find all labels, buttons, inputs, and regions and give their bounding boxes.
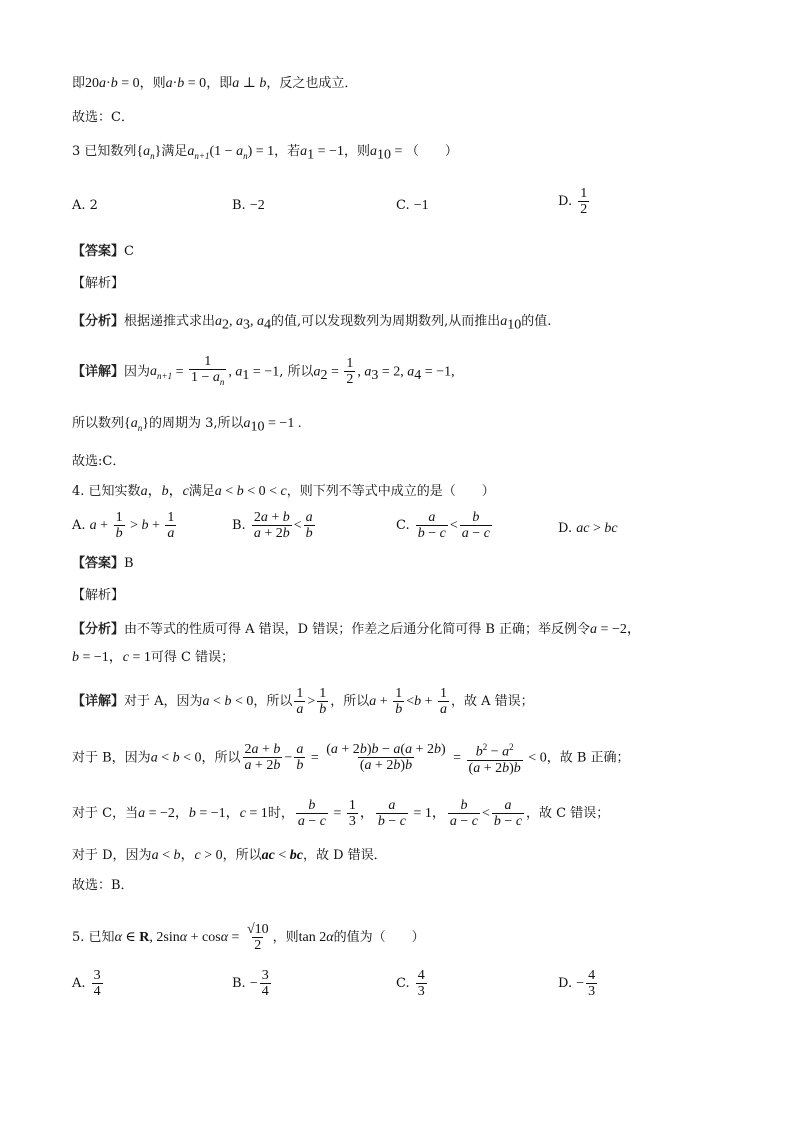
option-label: C. [396, 198, 410, 213]
fraction: $\frac{b}{a - c}$ [449, 798, 479, 829]
text: 已知 [88, 930, 115, 945]
fraction: $\frac{1}{b}$ [395, 686, 403, 717]
question-5-stem: 5. 已知α ∈ R, 2sinα + cosα = $\frac{√10}{2}$ ，则tan 2α的值为（ ） [72, 922, 425, 953]
text: ，所以 [201, 750, 241, 766]
text: ，反之也成立． [266, 76, 358, 91]
text: ，所以 [222, 848, 262, 863]
question-3-stem: 3 已知数列$\{a_n\}$满足$a_{n+1}(1 - a_n) = 1$，若$a_1 = -1$，则$a_{10}$ = （ ） [72, 144, 458, 163]
fraction: $\frac{1}{1 - a_n}$ [189, 354, 226, 390]
option-value: −2 [249, 198, 265, 213]
text: 已知数列 [84, 144, 137, 159]
text: ，故 B 正确； [546, 750, 630, 766]
text: 由不等式的性质可得 A 错误，D 错误；作差之后通分化简可得 B 正确；举反例令 [124, 622, 591, 637]
fraction: $\frac{b}{a - c}$ [297, 798, 326, 829]
question-number: 4. [72, 484, 85, 499]
question-number: 5. [72, 930, 85, 945]
text: 时， [267, 806, 294, 821]
q3-answer [72, 242, 134, 262]
option-label: D. [558, 194, 573, 209]
q5-option-c [396, 968, 429, 999]
answer-value: C [124, 244, 134, 259]
fraction: $\frac{b}{a - c}$ [461, 510, 490, 541]
text: 因为 [124, 364, 151, 380]
fraction: $\frac{a}{b - c}$ [377, 798, 406, 829]
text: ，若 [274, 144, 301, 159]
q3-detail: 【详解】因为$a_{n+1}$ = $\frac{1}{1 - a_n}$ , $a_1 = -1$, 所以$a_2$ = $\frac{1}{2}$ , $a_3 = 2$, $a_4 = -1$, [72, 354, 455, 390]
fraction: $\frac{(a + 2b)b - a(a + 2b)}{(a + 2b)b}$ [326, 742, 446, 774]
fraction: $\frac{4}{3}$ [417, 968, 425, 999]
fraction: $\frac{3}{4}$ [261, 968, 269, 999]
text: ，则下列不等式中成立的是（ ） [286, 484, 495, 499]
text: ，则 [343, 144, 370, 159]
q5-option-b: B. − $\frac{3}{4}$ [232, 968, 269, 999]
q4-detail-a: 【详解】对于 A，因为a < b < 0，所以 $\frac{1}{a}$ > $\frac{1}{b}$ ，所以a + $\frac{1}{b}$ <b + $\frac{1}{a}$ ，故 A 错误； [72, 686, 534, 717]
fraction: $\frac{a}{b}$ [305, 510, 313, 541]
text: ，则 [139, 76, 166, 91]
option-label: B. [232, 198, 246, 213]
q4-fenxi-line-1: 【分析】由不等式的性质可得 A 错误，D 错误；作差之后通分化简可得 B 正确；举反例令a = −2， [72, 622, 641, 637]
fraction: $\frac{1}{a}$ [296, 686, 304, 717]
fraction: $\frac{√10}{2}$ [246, 922, 269, 953]
q3-conclusion: 故选:C． [72, 454, 126, 469]
fenxi-tag: 【分析】 [72, 622, 125, 637]
q3-option-b [232, 196, 265, 216]
text: （ ） [405, 144, 458, 159]
q4-detail-b: 对于 B，因为a < b < 0，所以 $\frac{2a + b}{a + 2b}$ − $\frac{a}{b}$ = $\frac{(a + 2b)b - a(a + 2b)}{(a + 2b)b}$ = $\frac{b^2 - a^2}{(a + 2b)b}$ < 0，故 B 正确； [72, 742, 630, 776]
q3-analysis-tag: 【解析】 [72, 276, 125, 291]
question-number: 3 [72, 144, 81, 159]
q3-option-c [396, 196, 429, 216]
option-label: A. [72, 976, 86, 991]
option-label: B. [232, 976, 246, 991]
fraction: $\frac{1}{2}$ [346, 356, 354, 388]
text: 已知实数 [88, 484, 141, 499]
answer-tag: 【答案】 [72, 556, 125, 571]
text: 满足 [188, 484, 215, 499]
q4-option-b: B. $\frac{2a + b}{a + 2b}$ < $\frac{a}{b}$ [232, 510, 313, 541]
text: 即 [72, 76, 86, 91]
text: 的值,可以发现数列为周期数列,从而推出 [271, 314, 501, 329]
option-label: D. [558, 976, 573, 991]
fraction: $\frac{4}{3}$ [588, 968, 596, 999]
option-label: C. [396, 976, 410, 991]
text: 对于 A，因为 [124, 694, 203, 709]
question-4-stem: 4. 已知实数a，b，c满足a < b < 0 < c，则下列不等式中成立的是（ ） [72, 484, 495, 499]
q5-option-a [72, 968, 105, 999]
fraction: $\frac{1}{b}$ [115, 510, 123, 541]
option-label: D. [558, 521, 573, 536]
q4-option-d: D. ac > bc [558, 521, 618, 536]
text: 的值. [521, 314, 552, 329]
fraction: $\frac{1}{a}$ [167, 510, 175, 541]
text: ，则 [272, 930, 299, 945]
q3-fenxi: 【分析】根据递推式求出$a_2$, $a_3$, $a_4$的值,可以发现数列为周期数列,从而推出$a_{10}$的值. [72, 314, 552, 333]
fraction: $\frac{1}{3}$ [348, 798, 356, 829]
option-label: B. [232, 518, 246, 533]
fraction: $\frac{a}{b}$ [296, 742, 304, 774]
fraction: $\frac{2a + b}{a + 2b}$ [244, 742, 281, 774]
answer-tag: 【答案】 [72, 244, 125, 259]
text: ，所以 [253, 694, 293, 709]
option-value: −1 [413, 198, 429, 213]
intro-line-2: 故选：C． [72, 110, 134, 125]
q4-fenxi-line-2: b = −1，c = 1可得 C 错误； [72, 650, 235, 665]
text: 所以数列 [72, 416, 125, 431]
detail-tag: 【详解】 [72, 364, 125, 380]
fraction: $\frac{b^2 - a^2}{(a + 2b)b}$ [468, 742, 521, 776]
q4-option-a: A. a + $\frac{1}{b}$ > b + $\frac{1}{a}$ [72, 510, 175, 541]
fenxi-tag: 【分析】 [72, 314, 125, 329]
q3-option-d [558, 186, 591, 217]
q5-option-d: D. − $\frac{4}{3}$ [558, 968, 596, 999]
intro-line-1: 即20a·b = 0，则a·b = 0，即a ⊥ b，反之也成立． [72, 76, 358, 91]
q3-period: 所以数列$\{a_n\}$的周期为 3,所以$a_{10} = -1$ . [72, 416, 302, 435]
text: ，所以 [330, 694, 370, 709]
text: 满足 [161, 144, 188, 159]
text: 可得 C 错误； [150, 650, 235, 665]
text: , 所以 [279, 364, 314, 380]
text: 根据递推式求出 [124, 314, 216, 329]
option-label: C. [396, 518, 410, 533]
q4-analysis-tag: 【解析】 [72, 588, 125, 603]
fraction: $\frac{3}{4}$ [93, 968, 101, 999]
fraction: $\frac{2a + b}{a + 2b}$ [253, 510, 290, 541]
fraction: $\frac{1}{2}$ [580, 186, 588, 217]
text: ，故 C 错误； [526, 806, 610, 821]
text: 的周期为 3,所以 [148, 416, 244, 431]
q4-conclusion: 故选：B． [72, 878, 134, 893]
answer-value: B [124, 556, 134, 571]
fraction: $\frac{1}{b}$ [319, 686, 327, 717]
option-label: A. [72, 518, 86, 533]
q4-detail-c: 对于 C，当a = −2，b = −1，c = 1时， $\frac{b}{a - c}$ = $\frac{1}{3}$ ， $\frac{a}{b - c}$ = 1， $\frac{b}{a - c}$ < $\frac{a}{b - c}$ ，故 C 错误； [72, 798, 610, 829]
text: 对于 C，当 [72, 806, 139, 821]
fraction: $\frac{a}{b - c}$ [493, 798, 523, 829]
text: ，故 D 错误． [302, 848, 387, 863]
fraction: $\frac{a}{b - c}$ [417, 510, 446, 541]
q3-option-a: A. 2 [72, 198, 98, 213]
text: ，即 [206, 76, 233, 91]
detail-tag: 【详解】 [72, 694, 125, 709]
fraction: $\frac{1}{a}$ [440, 686, 448, 717]
q4-option-c: C. $\frac{a}{b - c}$ < $\frac{b}{a - c}$ [396, 510, 490, 541]
text: ，故 A 错误； [451, 694, 534, 709]
text: 对于 B，因为 [72, 750, 151, 766]
text: 对于 D，因为 [72, 848, 152, 863]
q4-answer [72, 554, 134, 574]
text: 的值为（ ） [333, 930, 425, 945]
q4-detail-d: 对于 D，因为a < b，c > 0，所以ac < bc，故 D 错误． [72, 848, 387, 863]
